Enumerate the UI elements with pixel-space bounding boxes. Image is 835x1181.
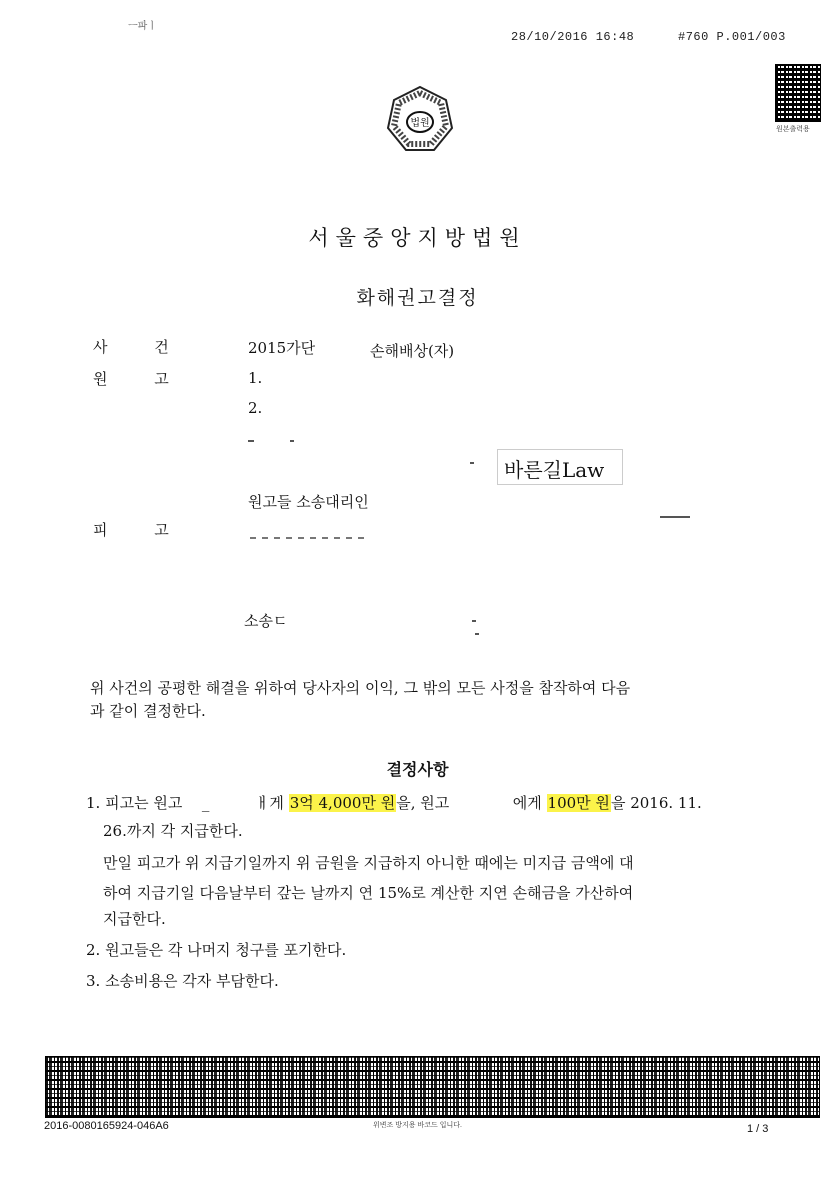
redaction-mark (290, 440, 294, 442)
counsel-label: 원고들 소송대리인 (248, 493, 369, 511)
item-1-redaction: _ (201, 794, 210, 812)
plaintiff-1: 1. (248, 369, 263, 387)
item-1-text-d: 에게 (512, 794, 542, 812)
decision-item-1-line-5: 지급한다. (103, 910, 166, 928)
item-2-number: 2. (86, 941, 101, 959)
seal-text: 법원 (410, 118, 430, 129)
item-1-number: 1. (86, 794, 101, 812)
amount-highlight-2: 100만 원 (547, 794, 610, 812)
redaction-mark (470, 462, 474, 464)
label-plaintiff: 원 고 (93, 370, 169, 388)
fax-page-ref: #760 P.001/003 (678, 30, 786, 44)
item-2-text: 원고들은 각 나머지 청구를 포기한다. (105, 941, 347, 959)
decision-item-3 (86, 970, 279, 991)
amount-highlight-1: 3억 4,000만 원 (289, 794, 396, 812)
document-title: 화해권고결정 (356, 287, 479, 309)
redaction-mark (250, 537, 370, 539)
redaction-mark (475, 633, 479, 635)
decision-heading: 결정사항 (386, 760, 449, 779)
document-id: 2016-0080165924-046A6 (44, 1120, 169, 1132)
intro-line-2: 과 같이 결정한다. (90, 702, 206, 720)
decision-item-1-line-1 (86, 792, 702, 813)
redaction-mark (248, 440, 254, 442)
qr-caption: 원본출력용 (776, 126, 810, 133)
case-type: 손해배상(자) (370, 342, 455, 360)
item-3-number: 3. (86, 972, 101, 990)
item-3-text: 소송비용은 각자 부담한다. (105, 972, 279, 990)
court-seal-icon (384, 84, 456, 156)
decision-item-1-line-3: 만일 피고가 위 지급기일까지 위 금원을 지급하지 아니한 때에는 미지급 금액에 대 (103, 854, 634, 872)
redaction-mark (472, 620, 476, 622)
barcode-caption: 위변조 방지용 바코드 입니다. (373, 1122, 462, 1129)
decision-item-1-line-4: 하여 지급기일 다음날부터 갚는 날까지 연 15%로 계산한 지연 손해금을 가산하여 (103, 884, 634, 902)
label-case: 사 건 (93, 338, 169, 356)
service-label: 소송ㄷ (244, 612, 288, 630)
fax-datetime: 28/10/2016 16:48 (511, 30, 635, 44)
decision-item-2 (86, 939, 346, 960)
item-1-text-c: 을, 원고 (396, 794, 450, 812)
label-defendant: 피 고 (93, 521, 169, 539)
item-1-text-a: 피고는 원고 (105, 794, 183, 812)
qr-code (775, 64, 821, 122)
court-name: 서울중앙지방법원 (308, 226, 527, 250)
case-number: 2015가단 (248, 339, 316, 357)
item-1-text-b: ㅐ게 (254, 794, 284, 812)
page-number: 1 / 3 (747, 1123, 769, 1135)
fax-corner-mark: ㅡ파ㅣ (128, 21, 157, 32)
decision-item-1-line-2: 26.까지 각 지급한다. (103, 822, 243, 840)
item-1-text-e: 을 2016. 11. (610, 794, 702, 812)
intro-line-1: 위 사건의 공평한 해결을 위하여 당사자의 이익, 그 밖의 모든 사정을 참작하여 다음 (90, 679, 631, 697)
anti-forgery-barcode (45, 1056, 820, 1118)
plaintiff-2: 2. (248, 399, 263, 417)
law-firm-name: 바른길Law (504, 458, 605, 482)
redaction-mark (660, 516, 690, 518)
law-firm-box (497, 449, 623, 485)
